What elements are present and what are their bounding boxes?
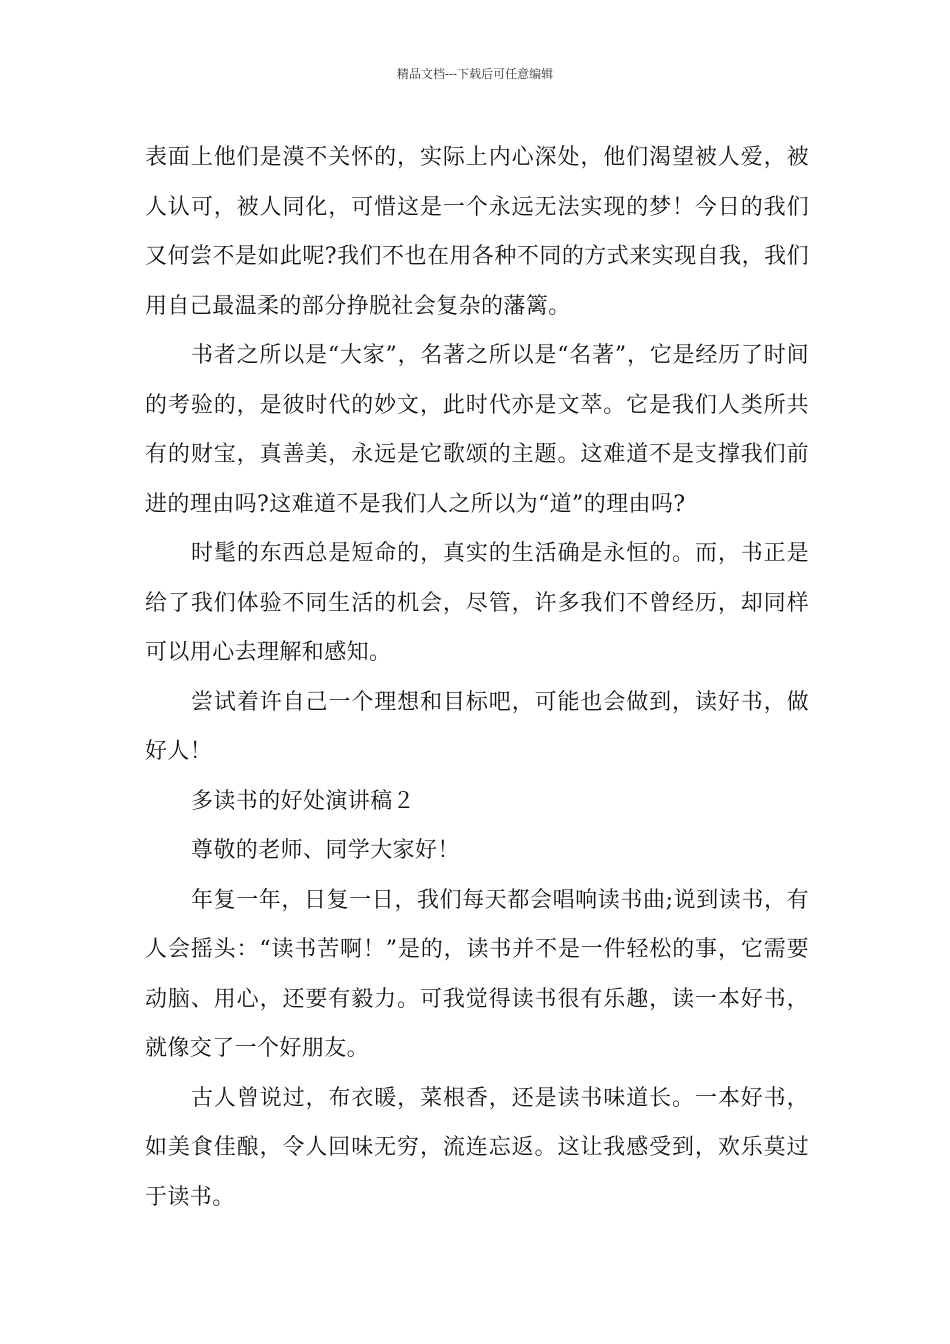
page-header: 精品文档---下载后可任意编辑: [396, 67, 554, 81]
paragraph: 古人曾说过，布衣暖，菜根香，还是读书味道长。一本好书，如美食佳酿，令人回味无穷，流连忘返。这让我感受到，欢乐莫过于读书。: [145, 1085, 809, 1210]
paragraph-continued: 表面上他们是漠不关怀的，实际上内心深处，他们渴望被人爱，被人认可，被人同化，可惜这是一个永远无法实现的梦！今日的我们又何尝不是如此呢?我们不也在用各种不同的方式来实现自我，我们用自己最温柔的部分挣脱社会复杂的藩篱。: [145, 145, 809, 319]
paragraph: 年复一年，日复一日，我们每天都会唱响读书曲;说到读书，有人会摇头：“读书苦啊！”是的，读书并不是一件轻松的事，它需要动脑、用心，还要有毅力。可我觉得读书很有乐趣，读一本好书，就像交了一个好朋友。: [145, 887, 809, 1061]
paragraph: 书者之所以是“大家”，名著之所以是“名著”，它是经历了时间的考验的，是彼时代的妙文，此时代亦是文萃。它是我们人类所共有的财宝，真善美，永远是它歌颂的主题。这难道不是支撑我们前进的理由吗?这难道不是我们人之所以为“道”的理由吗?: [145, 343, 809, 517]
salutation: 尊敬的老师、同学大家好！: [191, 838, 460, 863]
section-title: 多读书的好处演讲稿２: [191, 788, 416, 814]
document-body: [145, 133, 809, 1222]
paragraph: 尝试着许自己一个理想和目标吧，可能也会做到，读好书，做好人！: [145, 689, 809, 764]
paragraph: 时髦的东西总是短命的，真实的生活确是永恒的。而，书正是给了我们体验不同生活的机会，尽管，许多我们不曾经历，却同样可以用心去理解和感知。: [145, 541, 809, 665]
